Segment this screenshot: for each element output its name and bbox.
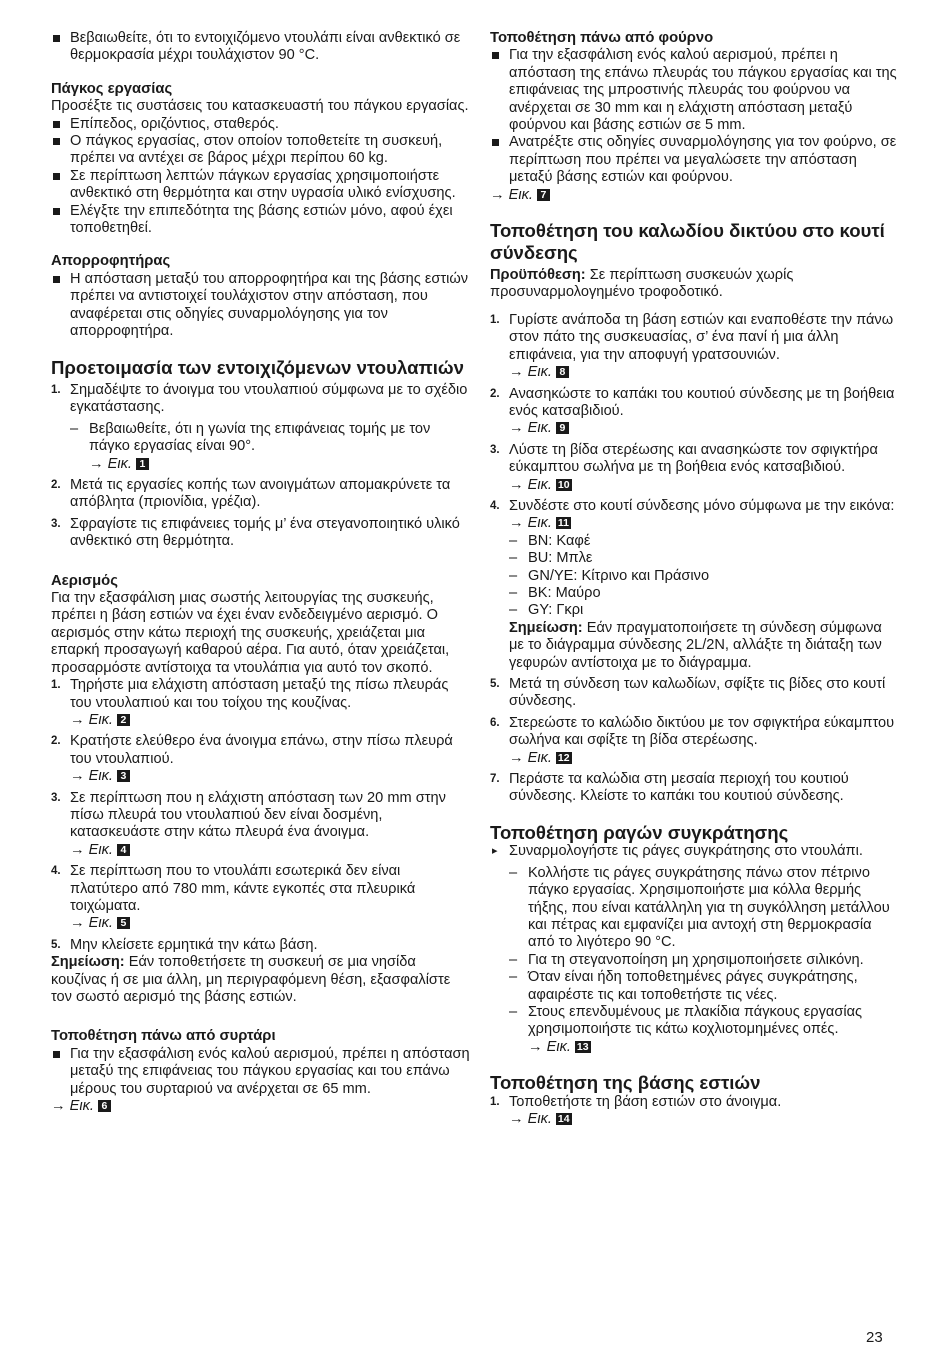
arrow-right-icon: →	[509, 364, 524, 381]
step-text: Συνδέστε στο κουτί σύνδεσης μόνο σύμφωνα με την εικόνα:	[509, 497, 895, 514]
oven-bullet-2: Ανατρέξτε στις οδηγίες συναρμολόγησης για τον φούρνο, σε περίπτωση που πρέπει να μεγαλώσετε την απόσταση μεταξύ βάσης εστιών και φούρνου.	[490, 134, 900, 186]
right-column	[490, 30, 900, 1129]
prep-step-1	[51, 382, 471, 417]
worktop-bullet-3: Σε περίπτωση λεπτών πάγκων εργασίας χρησιμοποιήστε ανθεκτικό στη θερμότητα και στην υγρασία υλικό ενίσχυσης.	[51, 168, 471, 203]
figure-number-badge: 1	[136, 458, 149, 470]
step-number: 6.	[490, 716, 500, 729]
arrow-right-icon: →	[509, 476, 524, 493]
figure-number-badge: 5	[117, 917, 130, 929]
step-number: 3.	[51, 517, 61, 530]
wire-color-item: – GY: Γκρι	[490, 602, 900, 619]
step-text: Μετά τις εργασίες κοπής των ανοιγμάτων απομακρύνετε τα απόβλητα (πριονίδια, γρέζια).	[70, 477, 451, 511]
hood-bullet: Η απόσταση μεταξύ του απορροφητήρα και της βάσης εστιών πρέπει να αντιστοιχεί τουλάχιστον στην απόσταση, που αναφέρεται στις οδηγίες συναρμολόγησης για τον απορροφητήρα.	[51, 271, 471, 341]
drawer-heading: Τοποθέτηση πάνω από συρτάρι	[51, 1028, 276, 1045]
figure-label: Εικ.	[527, 515, 552, 532]
worktop-bullet-4: Ελέγξτε την επιπεδότητα της βάσης εστιών μόνο, αφού έχει τοποθετηθεί.	[51, 203, 471, 238]
step-number: 3.	[51, 791, 61, 804]
step-number: 2.	[51, 735, 61, 748]
figure-label: Εικ.	[88, 841, 113, 858]
oven-bullet-1: Για την εξασφάλιση ενός καλού αερισμού, πρέπει η απόσταση της επάνω πλευράς του πάγκου εργασίας και της επιφάνειας της μπροστινής πλευράς του φούρνου να ανέρχεται σε 30 mm και η ελάχιστη απόσταση μεταξύ φούρνου και βάσης εστιών σε 5 mm.	[490, 47, 900, 134]
cable-step-6	[490, 715, 900, 767]
step-number: 5.	[51, 938, 61, 951]
rails-dash-item-2: – Για τη στεγανοποίηση μη χρησιμοποιήσετε σιλικόνη.	[490, 952, 900, 969]
wire-color-item: – BN: Καφέ	[490, 533, 900, 550]
figure-number-badge: 14	[557, 1113, 570, 1126]
cable-step-1	[490, 312, 900, 382]
figure-label: Εικ.	[88, 711, 113, 728]
figure-number-badge: 12	[557, 751, 570, 764]
step-text: Κρατήστε ελεύθερο ένα άνοιγμα επάνω, στην πίσω πλευρά του ντουλαπιού.	[70, 733, 453, 767]
arrow-right-icon: →	[528, 1038, 543, 1055]
figure-label: Εικ.	[527, 364, 552, 381]
intro-bullet: Βεβαιωθείτε, ότι το εντοιχιζόμενο ντουλάπι είναι ανθεκτικό σε θερμοκρασία μέχρι τουλάχιστον 90 °C.	[51, 30, 471, 65]
cable-step-7	[490, 771, 900, 806]
figure-label: Εικ.	[527, 1111, 552, 1128]
figure-number-badge: 7	[537, 189, 550, 201]
step-text: Μην κλείσετε ερμητικά την κάτω βάση.	[70, 936, 318, 953]
figure-reference	[509, 515, 900, 532]
arrow-right-icon: →	[51, 1098, 66, 1115]
figure-number-badge: 2	[117, 714, 130, 726]
step-text: Ανασηκώστε το καπάκι του κουτιού σύνδεσης με τη βοήθεια ενός κατσαβιδιού.	[509, 385, 895, 419]
step-text: Σε περίπτωση που το ντουλάπι εσωτερικά δεν είναι πλατύτερο από 780 mm, κάντε εγκοπές στα πλευρικά τοιχώματα.	[70, 863, 416, 914]
figure-number-badge: 10	[557, 478, 570, 491]
vent-note	[51, 954, 471, 1006]
step-text: Σφραγίστε τις επιφάνειες τομής μ’ ένα στεγανοποιητικό υλικό ανθεκτικό στη θερμότητα.	[70, 515, 460, 550]
step-number: 7.	[490, 773, 500, 786]
step-number: 1.	[490, 313, 500, 326]
vent-step-3	[51, 790, 471, 860]
figure-reference	[490, 1039, 900, 1056]
figure-reference	[70, 712, 471, 729]
figure-number-badge: 4	[117, 844, 130, 856]
step-number: 1.	[51, 679, 61, 692]
step-number: 2.	[51, 479, 61, 492]
arrow-right-icon: →	[70, 915, 85, 932]
step-number: 1.	[490, 1095, 500, 1108]
arrow-right-icon: →	[509, 515, 524, 532]
vent-step-5	[51, 937, 471, 954]
prerequisite-label: Προϋπόθεση:	[490, 267, 586, 284]
figure-label: Εικ.	[527, 420, 552, 437]
arrow-right-icon: →	[490, 186, 505, 203]
figure-reference	[51, 456, 471, 473]
prep-step-3	[51, 516, 471, 551]
step-number: 2.	[490, 387, 500, 400]
figure-number-badge: 9	[556, 422, 569, 434]
figure-reference	[509, 477, 900, 494]
hob-heading: Τοποθέτηση της βάσης εστιών	[490, 1072, 761, 1094]
cable-step-3	[490, 442, 900, 494]
figure-reference	[509, 750, 900, 767]
worktop-bullet-2: Ο πάγκος εργασίας, στον οποίον τοποθετείτε τη συσκευή, πρέπει να αντέχει σε βάρος μέχρι περίπου 60 kg.	[51, 133, 471, 168]
figure-label: Εικ.	[546, 1038, 571, 1055]
drawer-bullet: Για την εξασφάλιση ενός καλού αερισμού, πρέπει η απόσταση μεταξύ της επιφάνειας του πάγκου εργασίας και του επάνω μέρους του συρταριού να ανέρχεται σε 65 mm.	[51, 1046, 471, 1098]
worktop-heading: Πάγκος εργασίας	[51, 80, 173, 97]
figure-reference	[490, 187, 900, 204]
figure-number-badge: 11	[557, 517, 570, 530]
oven-heading: Τοποθέτηση πάνω από φούρνο	[490, 30, 714, 46]
rails-dash-item-1: – Κολλήστε τις ράγες συγκράτησης πάνω στον πέτρινο πάγκο εργασίας. Χρησιμοποιήστε μια κόλλα θερμής τήξης, που είναι κατάλληλη για τη συγκόλληση μετάλλου και πέτρας και εμφανίζει μια αντοχή στη θερμοκρασία από το λιγότερο 90 °C.	[490, 865, 900, 952]
vent-heading: Αερισμός	[51, 572, 118, 589]
vent-step-1	[51, 677, 471, 729]
note-label: Σημείωση:	[51, 954, 125, 971]
prep-dash-item: – Βεβαιωθείτε, ότι η γωνία της επιφάνειας τομής με τον πάγκο εργασίας είναι 90°.	[51, 421, 471, 456]
cable-step-4	[490, 498, 900, 533]
cable-prerequisite	[490, 267, 900, 302]
figure-number-badge: 6	[98, 1100, 111, 1112]
prerequisite-text: Σε περίπτωση συσκευών χωρίς προσυναρμολογημένο τροφοδοτικό.	[490, 267, 794, 301]
page-number: 23	[866, 1329, 883, 1346]
prep-heading: Προετοιμασία των εντοιχιζόμενων ντουλαπιών	[51, 356, 464, 378]
wire-color-item: – BK: Μαύρο	[490, 585, 900, 602]
hood-heading: Απορροφητήρας	[51, 253, 171, 270]
arrow-right-icon: →	[70, 711, 85, 728]
figure-reference	[70, 768, 471, 785]
figure-label: Εικ.	[527, 749, 552, 766]
figure-label: Εικ.	[88, 915, 113, 932]
arrow-right-icon: →	[89, 455, 104, 472]
cable-heading: Τοποθέτηση του καλωδίου δικτύου στο κουτί σύνδεσης	[490, 220, 885, 263]
rails-dash-item-3: – Όταν είναι ήδη τοποθετημένες ράγες συγκράτησης, αφαιρέστε τις και τοποθετήστε τις νέες.	[490, 969, 900, 1004]
step-text: Στερεώστε το καλώδιο δικτύου με τον σφιγκτήρα εύκαμπτου σωλήνα και σφίξτε τη βίδα στερέωσης.	[509, 714, 895, 749]
left-column	[51, 30, 471, 1115]
figure-reference	[509, 420, 900, 437]
note-text: Εάν τοποθετήσετε τη συσκευή σε μια νησίδα κουζίνας ή σε μια άλλη, μη περιγραφόμενη θέση, εξασφαλίστε τον σωστό αερισμό της βάσης εστιών.	[51, 954, 451, 1005]
figure-number-badge: 3	[117, 770, 130, 782]
step-text: Σημαδέψτε το άνοιγμα του ντουλαπιού σύμφωνα με το σχέδιο εγκατάστασης.	[70, 382, 468, 416]
figure-reference	[509, 1111, 900, 1128]
step-text: Γυρίστε ανάποδα τη βάση εστιών και εναποθέστε την πάνω στον πάτο της συσκευασίας, σ’ ένα πανί ή μια άλλη επιφάνεια, για την αποφυγή γρατσουνιών.	[509, 311, 894, 363]
arrow-right-icon: →	[509, 749, 524, 766]
vent-text: Για την εξασφάλιση μιας σωστής λειτουργίας της συσκευής, πρέπει η βάση εστιών να έχει έναν ενδεδειγμένο αερισμό. Ο αερισμός στην κάτω περιοχή της συσκευής, χρειάζεται μια επαρκή προσαγωγή καθαρού αέρα. Για αυτό, όταν χρειάζεται, προσαρμόστε αντίστοιχα τα ντουλάπια για αυτό τον σκοπό.	[51, 590, 450, 676]
step-text: Μετά τη σύνδεση των καλωδίων, σφίξτε τις βίδες στο κουτί σύνδεσης.	[509, 676, 886, 710]
note-text: Εάν πραγματοποιήσετε τη σύνδεση σύμφωνα με το διάγραμμα σύνδεσης 2L/2N, αλλάξτε τη διάταξη των γεφυρών αντίστοιχα με το διάγραμμα.	[509, 619, 882, 671]
figure-number-badge: 8	[556, 366, 569, 378]
figure-label: Εικ.	[69, 1098, 94, 1115]
prep-step-2	[51, 477, 471, 512]
vent-step-4	[51, 863, 471, 933]
note-label: Σημείωση:	[509, 619, 583, 636]
arrow-right-icon: →	[70, 768, 85, 785]
cable-step-2	[490, 386, 900, 438]
arrow-right-icon: →	[509, 1111, 524, 1128]
figure-label: Εικ.	[508, 186, 533, 203]
cable-note	[490, 620, 900, 672]
figure-label: Εικ.	[88, 768, 113, 785]
step-text: Λύστε τη βίδα στερέωσης και ανασηκώστε τον σφιγκτήρα εύκαμπτου σωλήνα με τη βοήθεια ενός κατσαβιδιού.	[509, 441, 878, 476]
step-text: Τοποθετήστε τη βάση εστιών στο άνοιγμα.	[509, 1093, 782, 1110]
step-text: Περάστε τα καλώδια στη μεσαία περιοχή του κουτιού σύνδεσης. Κλείστε το καπάκι του κουτιού σύνδεσης.	[509, 771, 849, 805]
step-number: 3.	[490, 443, 500, 456]
arrow-right-icon: →	[70, 841, 85, 858]
figure-reference	[70, 842, 471, 859]
figure-number-badge: 13	[576, 1040, 589, 1053]
step-text: Σε περίπτωση που η ελάχιστη απόσταση των 20 mm στην πίσω πλευρά του ντουλαπιού δεν είναι δοσμένη, κατασκευάστε στην κάτω πλευρά ένα άνοιγμα.	[70, 789, 446, 841]
figure-reference	[509, 364, 900, 381]
step-number: 1.	[51, 384, 61, 396]
worktop-bullet-1: Επίπεδος, οριζόντιος, σταθερός.	[51, 116, 471, 133]
cable-step-5	[490, 676, 900, 711]
figure-reference	[70, 915, 471, 932]
rails-dash-item-4: – Στους επενδυμένους με πλακίδια πάγκους εργασίας χρησιμοποιήστε τις κάτω κοχλιοτομημένες οπές.	[490, 1004, 900, 1039]
rails-heading: Τοποθέτηση ραγών συγκράτησης	[490, 821, 789, 843]
rails-step: ▸ Συναρμολογήστε τις ράγες συγκράτησης στο ντουλάπι.	[490, 843, 900, 860]
step-number: 4.	[490, 499, 500, 512]
figure-reference	[51, 1098, 471, 1115]
vent-step-2	[51, 733, 471, 785]
hob-step-1	[490, 1094, 900, 1129]
step-text: Τηρήστε μια ελάχιστη απόσταση μεταξύ της πίσω πλευράς του ντουλαπιού και του τοίχου της κουζίνας.	[70, 677, 449, 711]
step-number: 5.	[490, 678, 500, 690]
step-number: 4.	[51, 865, 61, 878]
figure-label: Εικ.	[107, 455, 132, 472]
wire-color-item: – BU: Μπλε	[490, 550, 900, 567]
figure-label: Εικ.	[527, 476, 552, 493]
wire-color-item: – GN/YE: Κίτρινο και Πράσινο	[490, 568, 900, 585]
worktop-text: Προσέξτε τις συστάσεις του κατασκευαστή του πάγκου εργασίας.	[51, 98, 469, 115]
arrow-right-icon: →	[509, 420, 524, 437]
